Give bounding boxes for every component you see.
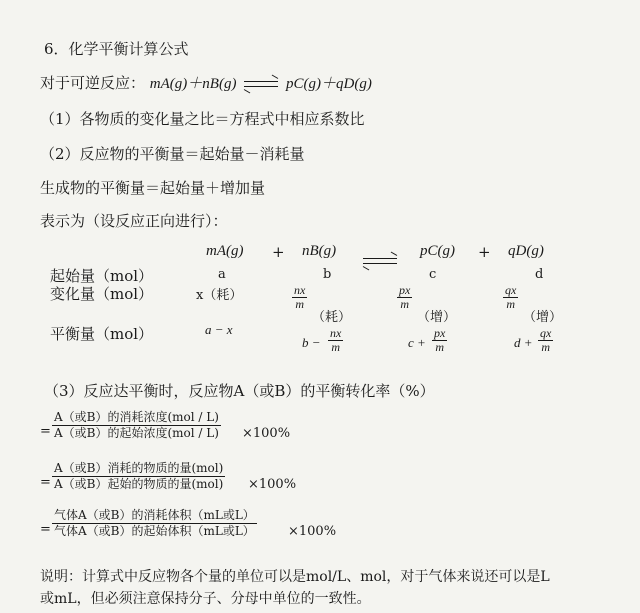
change-d-num: qx <box>505 283 517 297</box>
equilibrium-b-prefix: b − <box>302 335 321 350</box>
initial-d: d <box>535 267 544 282</box>
equilibrium-d-num: qx <box>540 326 552 340</box>
header-a: mA(g) <box>206 243 244 259</box>
reaction-right: pC(g)＋qD(g) <box>286 76 372 92</box>
express-as: 表示为（设反应正向进行）： <box>40 212 228 230</box>
intro-label: 对于可逆反应： <box>40 74 146 92</box>
reaction-left: mA(g)＋nB(g) <box>149 76 237 92</box>
formula-1-den: A（或B）的起始浓度(mol / L) <box>54 426 219 440</box>
change-d-den: m <box>506 297 515 311</box>
equilibrium-c-prefix: c + <box>408 335 426 350</box>
formula-1-fraction <box>52 410 221 441</box>
header-plus-2: + <box>478 243 491 261</box>
formula-2-num: A（或B）消耗的物质的量(mol) <box>54 461 224 475</box>
change-b-note: （耗） <box>312 310 352 325</box>
row-equilibrium-label: 平衡量（mol） <box>50 325 154 343</box>
change-c-fraction <box>397 284 412 311</box>
formula-2-fraction <box>52 461 225 492</box>
equilibrium-d-den: m <box>541 340 550 354</box>
intro-line <box>40 72 372 93</box>
change-c-num: px <box>399 283 411 297</box>
change-a: x（耗） <box>196 288 243 303</box>
change-b-fraction <box>292 284 307 311</box>
formula-3-fraction <box>52 508 257 539</box>
formula-1-num: A（或B）的消耗浓度(mol / L) <box>54 410 219 424</box>
equilibrium-b-den: m <box>331 340 340 354</box>
formula-3-num: 气体A（或B）的消耗体积（mL或L） <box>54 508 255 522</box>
change-c-den: m <box>400 297 409 311</box>
change-b-num: nx <box>294 283 306 297</box>
note-line-1: 说明：计算式中反应物各个量的单位可以是mol/L、mol，对于气体来说还可以是L <box>40 569 550 585</box>
initial-a: a <box>218 267 226 282</box>
initial-c: c <box>429 267 437 282</box>
equilibrium-arrow-icon <box>244 80 278 88</box>
header-plus-1: + <box>272 243 285 261</box>
formula-2-tail: ×100% <box>248 477 297 492</box>
row-change-label: 变化量（mol） <box>50 285 154 303</box>
header-c: pC(g) <box>420 243 455 259</box>
initial-b: b <box>323 267 332 282</box>
equilibrium-d-prefix: d + <box>514 335 533 350</box>
change-d-fraction <box>503 284 518 311</box>
formula-3-eq: = <box>40 522 51 537</box>
equilibrium-c-num: px <box>434 326 446 340</box>
rule-1: （1）各物质的变化量之比＝方程式中相应系数比 <box>40 110 365 128</box>
row-initial-label: 起始量（mol） <box>50 267 154 285</box>
equilibrium-c-fraction <box>432 327 447 354</box>
equilibrium-b-fraction <box>328 327 343 354</box>
note-line-2: 或mL，但必须注意保持分子、分母中单位的一致性。 <box>40 591 371 607</box>
equilibrium-c-den: m <box>435 340 444 354</box>
table-equilibrium-arrow-icon <box>363 257 397 265</box>
rule-2: （2）反应物的平衡量＝起始量－消耗量 <box>40 145 305 163</box>
formula-2-den: A（或B）起始的物质的量(mol) <box>54 477 224 491</box>
formula-2-eq: = <box>40 475 51 490</box>
header-b: nB(g) <box>302 243 337 259</box>
rule-3: （3）反应达平衡时，反应物A（或B）的平衡转化率（%） <box>44 382 435 400</box>
change-b-den: m <box>295 297 304 311</box>
formula-3-den: 气体A（或B）的起始体积（mL或L） <box>54 524 255 538</box>
section-title: 6．化学平衡计算公式 <box>44 40 189 58</box>
formula-3-tail: ×100% <box>288 524 337 539</box>
equilibrium-a: a − x <box>205 322 233 337</box>
equilibrium-d-fraction <box>538 327 553 354</box>
equilibrium-b-num: nx <box>330 326 342 340</box>
rule-2b: 生成物的平衡量＝起始量＋增加量 <box>40 179 266 197</box>
formula-1-eq: = <box>40 424 51 439</box>
change-d-note: （增） <box>523 310 563 325</box>
header-d: qD(g) <box>508 243 544 259</box>
change-c-note: （增） <box>417 310 457 325</box>
formula-1-tail: ×100% <box>242 426 291 441</box>
